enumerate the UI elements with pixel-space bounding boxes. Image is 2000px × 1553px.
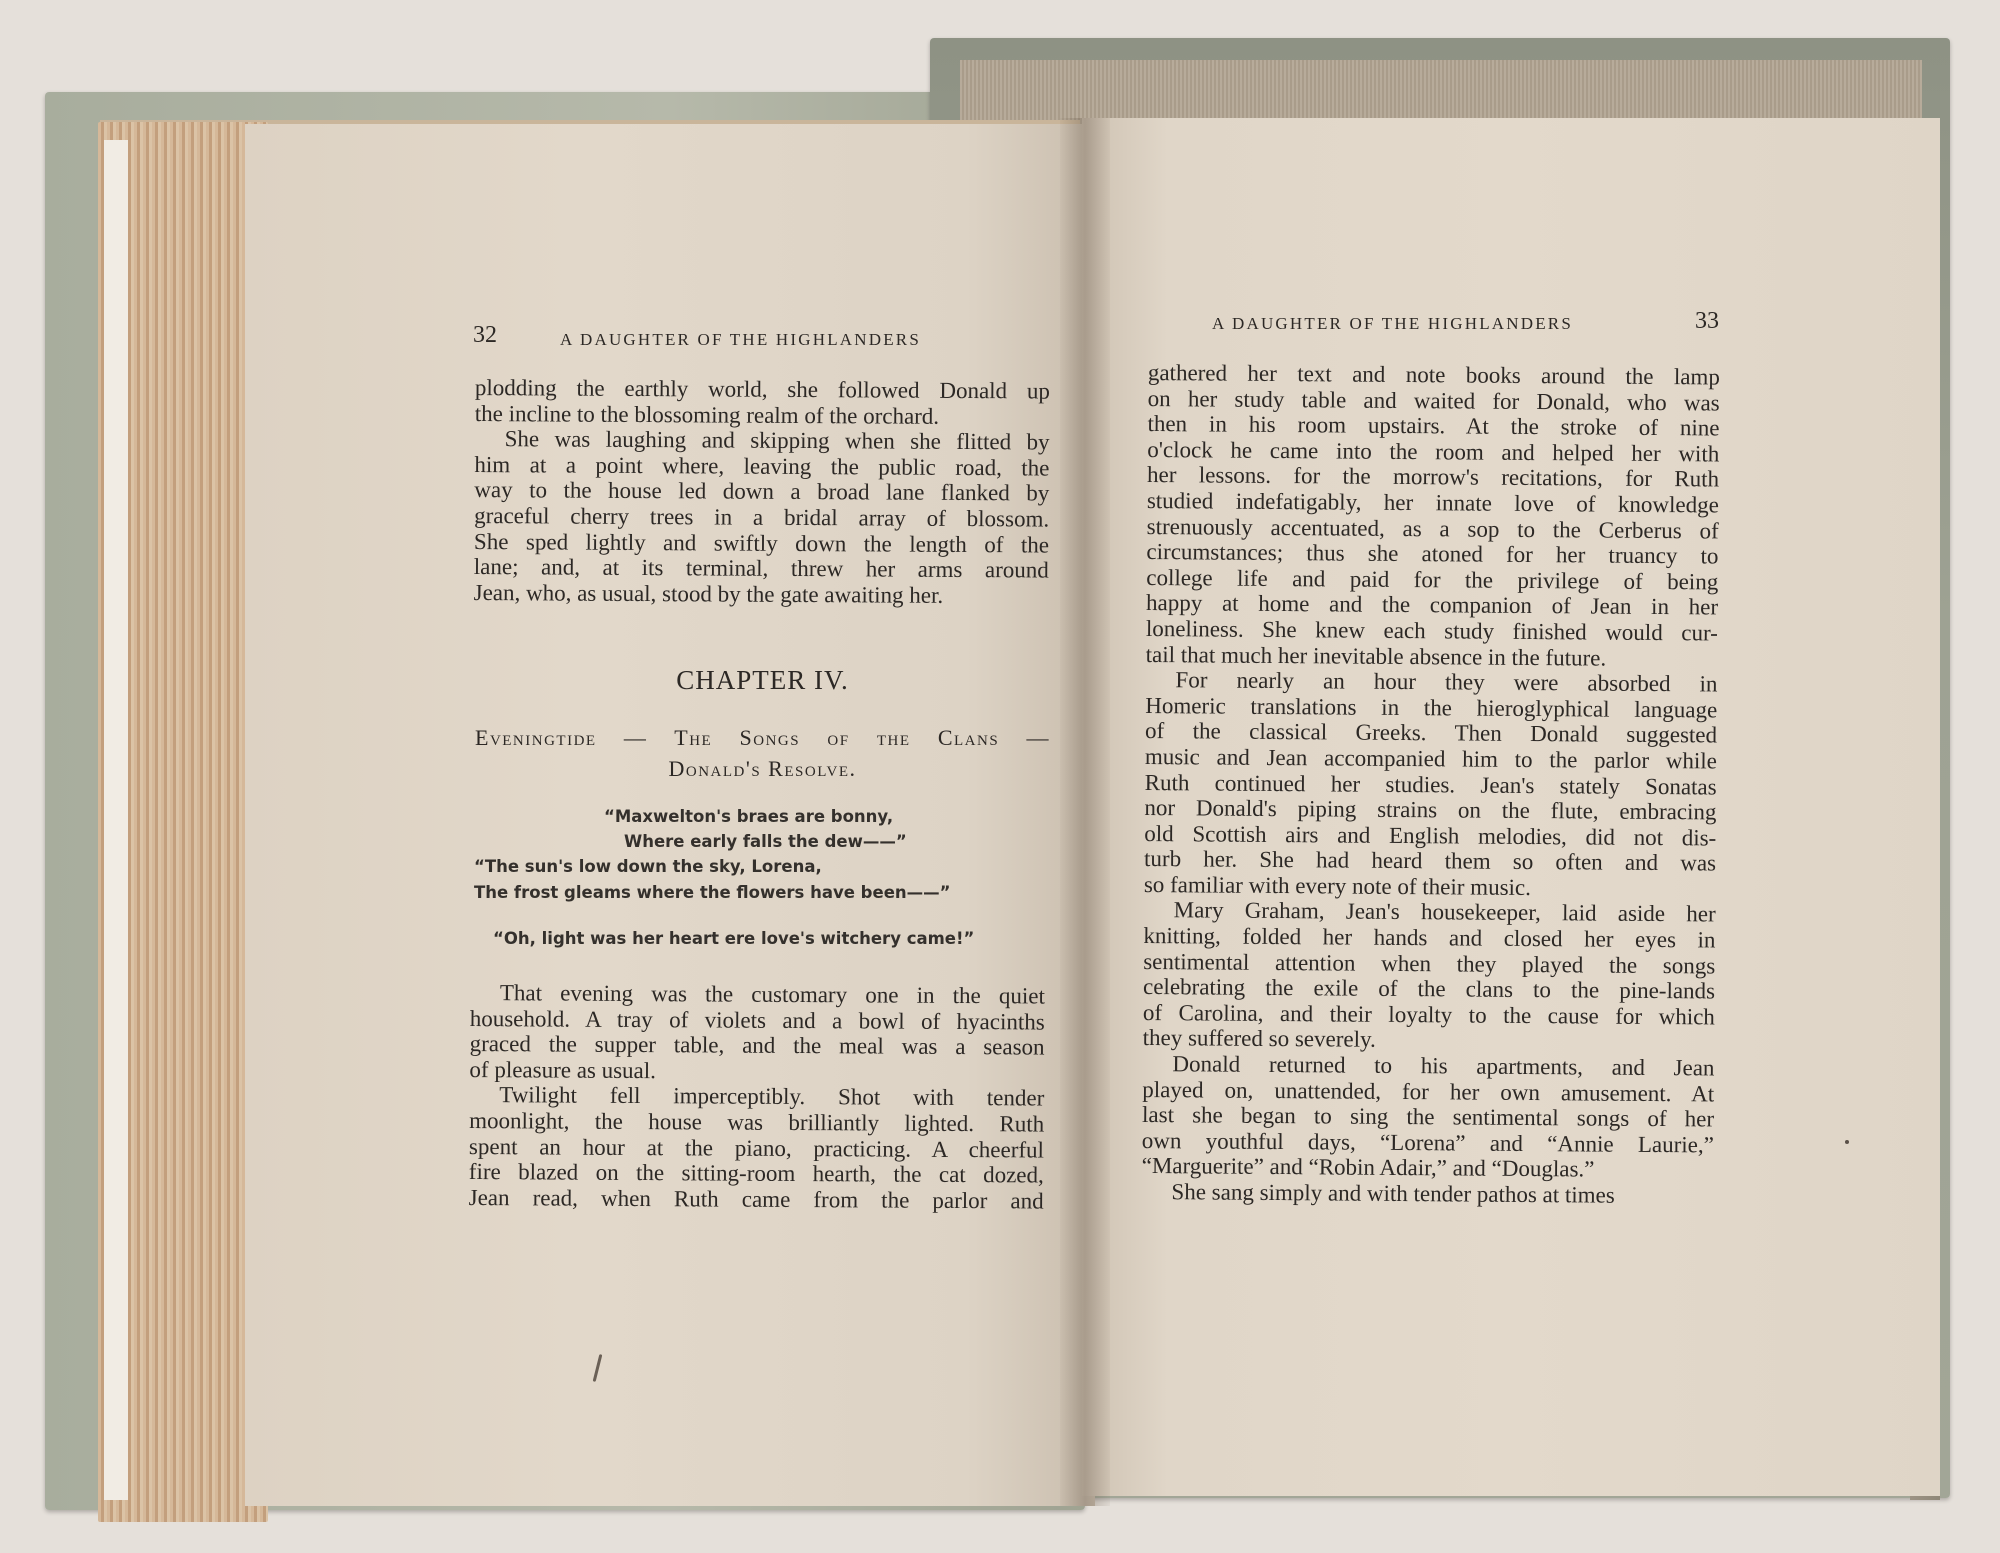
text-line: Mary Graham, Jean's housekeeper, laid aside her xyxy=(1173,897,1716,927)
loose-leaf-insert xyxy=(104,140,128,1500)
page-number-right: 33 xyxy=(1695,308,1719,334)
text-line: loneliness. She knew each study finished would cur- xyxy=(1145,615,1718,646)
text-line: own youthful days, “Lorena” and “Annie Laurie,” xyxy=(1141,1127,1714,1158)
epigraph-line: The frost gleams where the flowers have been——” xyxy=(474,883,951,902)
text-line: on her study table and waited for Donald, who was xyxy=(1147,385,1720,416)
text-line: She sang simply and with tender pathos at times xyxy=(1171,1179,1615,1208)
chapter-title: CHAPTER IV. xyxy=(676,665,849,695)
text-line: last she began to sing the sentimental songs of her xyxy=(1141,1102,1715,1132)
text-line: of the classical Greeks. Then Donald suggested xyxy=(1144,718,1718,748)
epigraph-line: Where early falls the dew——” xyxy=(624,832,907,851)
text-line: Jean read, when Ruth came from the parlor and xyxy=(468,1184,1044,1214)
text-line: celebrating the exile of the clans to the pine-lands xyxy=(1142,974,1716,1004)
text-line: plodding the earthly world, she followed Donald up xyxy=(474,375,1050,404)
text-line: way to the house led down a broad lane flanked by xyxy=(474,477,1050,506)
epigraph-line: “Maxwelton's braes are bonny, xyxy=(604,807,894,826)
epigraph-line: “The sun's low down the sky, Lorena, xyxy=(474,857,822,876)
text-line: “Marguerite” and “Robin Adair,” and “Douglas.” xyxy=(1141,1153,1595,1182)
text-line: her lessons. for the morrow's recitations, for Ruth xyxy=(1146,462,1720,492)
left-text-top xyxy=(474,375,1050,609)
left-text-bottom xyxy=(469,980,1045,1214)
text-line: spent an hour at the piano, practicing. A cheerful xyxy=(468,1133,1045,1163)
text-line: Homeric translations in the hieroglyphical language xyxy=(1145,692,1718,723)
text-line: household. A tray of violets and a bowl of hyacinths xyxy=(469,1005,1045,1035)
text-line: Twilight fell imperceptibly. Shot with tender xyxy=(499,1082,1045,1111)
text-line: turb her. She had heard them so often and was xyxy=(1143,846,1717,876)
text-line: played on, unattended, for her own amusement. At xyxy=(1142,1076,1715,1107)
running-head-right: A DAUGHTER OF THE HIGHLANDERS xyxy=(1212,314,1573,333)
text-line: knitting, folded her hands and closed her eyes in xyxy=(1143,923,1716,953)
page-number-left: 32 xyxy=(473,322,497,348)
text-line: the incline to the blossoming realm of the orchard. xyxy=(474,400,940,429)
text-line: Ruth continued her studies. Jean's stately Sonatas xyxy=(1144,769,1717,799)
running-head-left: A DAUGHTER OF THE HIGHLANDERS xyxy=(560,330,921,349)
text-line: tail that much her inevitable absence in the future. xyxy=(1145,641,1607,671)
right-text xyxy=(1141,360,1720,1209)
epigraph-line: “Oh, light was her heart ere love's witchery came!” xyxy=(493,929,975,948)
text-line: then in his room upstairs. At the stroke of nine xyxy=(1147,411,1720,441)
chapter-subtitle-line: Eveningtide — The Songs of the Clans — xyxy=(475,725,1050,750)
text-line: so familiar with every note of their music. xyxy=(1143,871,1532,900)
text-line: old Scottish airs and English melodies, did not dis- xyxy=(1144,820,1717,851)
text-line: graced the supper table, and the meal was a season xyxy=(469,1031,1045,1060)
text-line: happy at home and the companion of Jean in her xyxy=(1145,590,1719,620)
text-line: nor Donald's piping strains on the flute, embracing xyxy=(1144,795,1717,825)
chapter-subtitle-line: Donald's Resolve. xyxy=(668,756,857,781)
text-line: him at a point where, leaving the public road, the xyxy=(474,451,1050,481)
text-line: fire blazed on the sitting-room hearth, the cat dozed, xyxy=(468,1159,1044,1188)
text-line: That evening was the customary one in the quiet xyxy=(499,980,1045,1009)
text-line: studied indefatigably, her innate love of knowledge xyxy=(1146,487,1719,518)
text-line: She was laughing and skipping when she flitted by xyxy=(504,426,1050,455)
text-line: graceful cherry trees in a bridal array of blossom. xyxy=(474,502,1050,532)
text-line: of pleasure as usual. xyxy=(469,1056,657,1083)
text-line: o'clock he came into the room and helped her with xyxy=(1147,436,1720,467)
text-line: sentimental attention when they played the songs xyxy=(1143,948,1716,979)
text-line: college life and paid for the privilege of being xyxy=(1146,564,1719,595)
text-line: circumstances; thus she atoned for her truancy to xyxy=(1146,539,1719,569)
text-line: of Carolina, and their loyalty to the cause for which xyxy=(1142,999,1715,1030)
text-line: For nearly an hour they were absorbed in xyxy=(1175,667,1718,697)
text-line: strenuously accentuated, as a sop to the Cerberus of xyxy=(1146,513,1719,544)
text-line: Donald returned to his apartments, and Jean xyxy=(1172,1051,1715,1081)
dust-speck xyxy=(1845,1140,1849,1144)
text-line: Jean, who, as usual, stood by the gate awaiting her. xyxy=(473,579,944,608)
chapter-subtitle xyxy=(475,722,1050,784)
text-line: lane; and, at its terminal, threw her arms around xyxy=(473,554,1049,583)
text-line: She sped lightly and swiftly down the length of the xyxy=(473,528,1050,558)
book-gutter xyxy=(1060,118,1110,1506)
text-line: they suffered so severely. xyxy=(1142,1025,1376,1053)
text-line: gathered her text and note books around the lamp xyxy=(1147,360,1720,390)
text-line: music and Jean accompanied him to the parlor while xyxy=(1144,743,1717,774)
text-line: moonlight, the house was brilliantly lighted. Ruth xyxy=(469,1107,1045,1137)
